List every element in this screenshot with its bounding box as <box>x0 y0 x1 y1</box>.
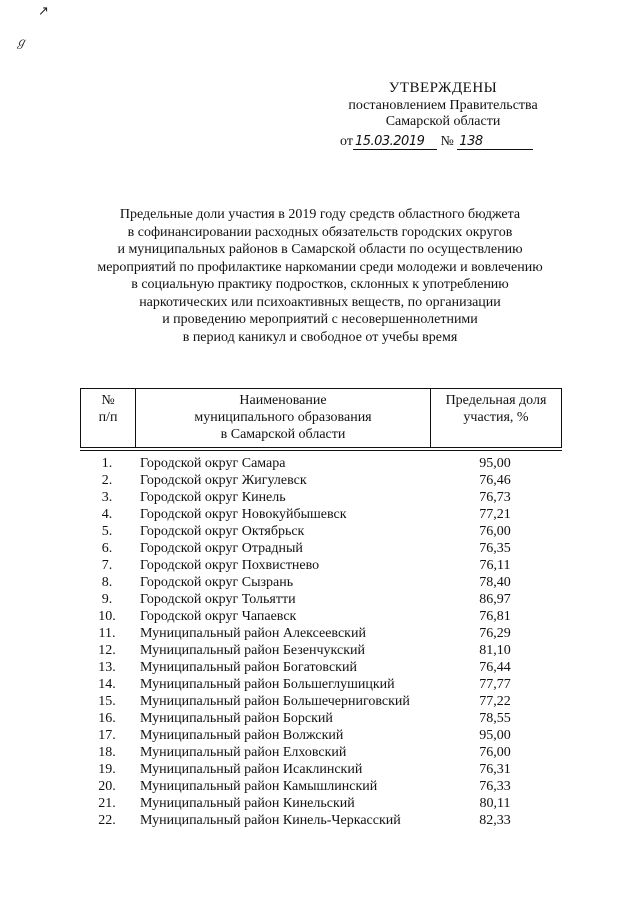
header-name-line: в Самарской области <box>220 427 346 442</box>
row-number: 3. <box>101 490 113 505</box>
header-share-line: Предельная доля <box>445 393 547 408</box>
row-share: 76,44 <box>479 660 511 675</box>
row-number: 13. <box>98 660 116 675</box>
handwritten-date: 15.03.2019 <box>353 135 437 150</box>
header-share <box>431 389 561 447</box>
row-share: 76,00 <box>479 745 511 760</box>
handwritten-number: 138 <box>457 135 533 150</box>
row-share: 82,33 <box>479 813 511 828</box>
title-line: и муниципальных районов в Самарской области по осуществлению <box>117 242 523 257</box>
row-name: Муниципальный район Богатовский <box>140 660 357 675</box>
row-number: 7. <box>101 558 113 573</box>
header-number <box>81 389 136 447</box>
row-number: 19. <box>98 762 116 777</box>
table-body <box>80 455 562 829</box>
row-share: 76,46 <box>479 473 511 488</box>
row-number: 1. <box>101 456 113 471</box>
row-share: 80,11 <box>479 796 511 811</box>
row-share: 95,00 <box>479 456 511 471</box>
row-number: 5. <box>101 524 113 539</box>
table-row <box>80 540 562 557</box>
table-row <box>80 744 562 761</box>
margin-mark: ℊ <box>15 35 28 49</box>
table-row <box>80 591 562 608</box>
row-share: 76,00 <box>479 524 511 539</box>
row-name: Городской округ Кинель <box>140 490 286 505</box>
row-name: Муниципальный район Елховский <box>140 745 347 760</box>
table-row <box>80 523 562 540</box>
row-name: Городской округ Октябрьск <box>140 524 305 539</box>
number-prefix: № <box>440 134 454 149</box>
row-name: Муниципальный район Кинельский <box>140 796 355 811</box>
row-name: Городской округ Чапаевск <box>140 609 297 624</box>
row-name: Муниципальный район Безенчукский <box>140 643 366 658</box>
table-row <box>80 693 562 710</box>
row-name: Городской округ Похвистнево <box>140 558 320 573</box>
row-number: 12. <box>98 643 116 658</box>
row-number: 15. <box>98 694 116 709</box>
title-line: Предельные доли участия в 2019 году средств областного бюджета <box>119 207 521 222</box>
row-name: Муниципальный район Исаклинский <box>140 762 363 777</box>
header-share-line: участия, % <box>463 410 529 425</box>
row-number: 21. <box>98 796 116 811</box>
row-number: 22. <box>98 813 116 828</box>
row-share: 77,22 <box>479 694 511 709</box>
row-name: Муниципальный район Борский <box>140 711 333 726</box>
table-row <box>80 642 562 659</box>
approval-block <box>338 80 548 150</box>
table-row <box>80 506 562 523</box>
table-row <box>80 795 562 812</box>
row-name: Городской округ Жигулевск <box>140 473 307 488</box>
row-share: 95,00 <box>479 728 511 743</box>
row-number: 18. <box>98 745 116 760</box>
table-row <box>80 727 562 744</box>
table-row <box>80 455 562 472</box>
header-name <box>136 389 431 447</box>
row-name: Муниципальный район Большечерниговский <box>140 694 410 709</box>
table-row <box>80 557 562 574</box>
table-row <box>80 710 562 727</box>
row-number: 11. <box>98 626 116 641</box>
row-share: 78,40 <box>479 575 511 590</box>
table-row <box>80 659 562 676</box>
approval-line-2: Самарской области <box>385 114 501 129</box>
table-row <box>80 608 562 625</box>
title-line: наркотических или психоактивных веществ, по организации <box>139 294 501 310</box>
approval-dateline <box>338 134 548 150</box>
row-number: 6. <box>101 541 113 556</box>
row-share: 81,10 <box>479 643 511 658</box>
header-number-line: № <box>101 393 115 408</box>
title-line: в софинансировании расходных обязательств городских округов <box>127 224 513 240</box>
table-header <box>80 388 562 448</box>
table-row <box>80 625 562 642</box>
corner-mark: ↗ <box>38 4 49 19</box>
table-row <box>80 472 562 489</box>
row-name: Городской округ Сызрань <box>140 575 294 590</box>
row-name: Городской округ Отрадный <box>140 541 303 556</box>
title-line: в период каникул и свободное от учебы время <box>182 329 458 345</box>
table-row <box>80 489 562 506</box>
row-share: 86,97 <box>479 592 511 607</box>
row-number: 16. <box>98 711 116 726</box>
row-name: Муниципальный район Большеглушицкий <box>140 677 395 692</box>
row-share: 77,77 <box>479 677 511 692</box>
row-name: Муниципальный район Алексеевский <box>140 626 366 641</box>
row-share: 76,31 <box>479 762 511 777</box>
row-name: Городской округ Самара <box>140 456 286 471</box>
row-name: Городской округ Тольятти <box>140 592 296 607</box>
table-row <box>80 761 562 778</box>
approval-title: УТВЕРЖДЕНЫ <box>388 80 498 96</box>
title-line: в социальную практику подростков, склонных к употреблению <box>131 277 509 292</box>
title-line: мероприятий по профилактике наркомании среди молодежи и вовлечению <box>97 259 543 275</box>
row-name: Муниципальный район Камышлинский <box>140 779 378 794</box>
row-number: 4. <box>101 507 113 522</box>
header-number-line: п/п <box>98 410 118 425</box>
table-row <box>80 574 562 591</box>
row-share: 76,35 <box>479 541 511 556</box>
row-name: Муниципальный район Кинель-Черкасский <box>140 813 401 828</box>
row-number: 9. <box>101 592 113 607</box>
table-row <box>80 778 562 795</box>
row-number: 10. <box>98 609 116 624</box>
row-name: Муниципальный район Волжский <box>140 728 344 743</box>
row-share: 76,29 <box>479 626 511 641</box>
date-prefix: от <box>340 134 353 149</box>
header-name-line: Наименование <box>239 393 327 408</box>
approval-line-1: постановлением Правительства <box>348 98 538 113</box>
header-separator <box>80 450 562 452</box>
document-title <box>60 206 580 346</box>
row-share: 76,11 <box>479 558 511 573</box>
row-name: Городской округ Новокуйбышевск <box>140 507 347 522</box>
row-number: 20. <box>98 779 116 794</box>
row-share: 78,55 <box>479 711 511 726</box>
table-row <box>80 676 562 693</box>
header-name-line: муниципального образования <box>194 410 372 425</box>
title-line: и проведению мероприятий с несовершеннолетними <box>162 312 478 327</box>
row-share: 76,81 <box>479 609 511 624</box>
row-number: 17. <box>98 728 116 743</box>
row-share: 76,33 <box>479 779 511 794</box>
table-row <box>80 812 562 829</box>
row-share: 76,73 <box>479 490 511 505</box>
row-number: 8. <box>101 575 113 590</box>
shares-table <box>80 388 562 829</box>
row-share: 77,21 <box>479 507 511 522</box>
row-number: 2. <box>101 473 113 488</box>
row-number: 14. <box>98 677 116 692</box>
